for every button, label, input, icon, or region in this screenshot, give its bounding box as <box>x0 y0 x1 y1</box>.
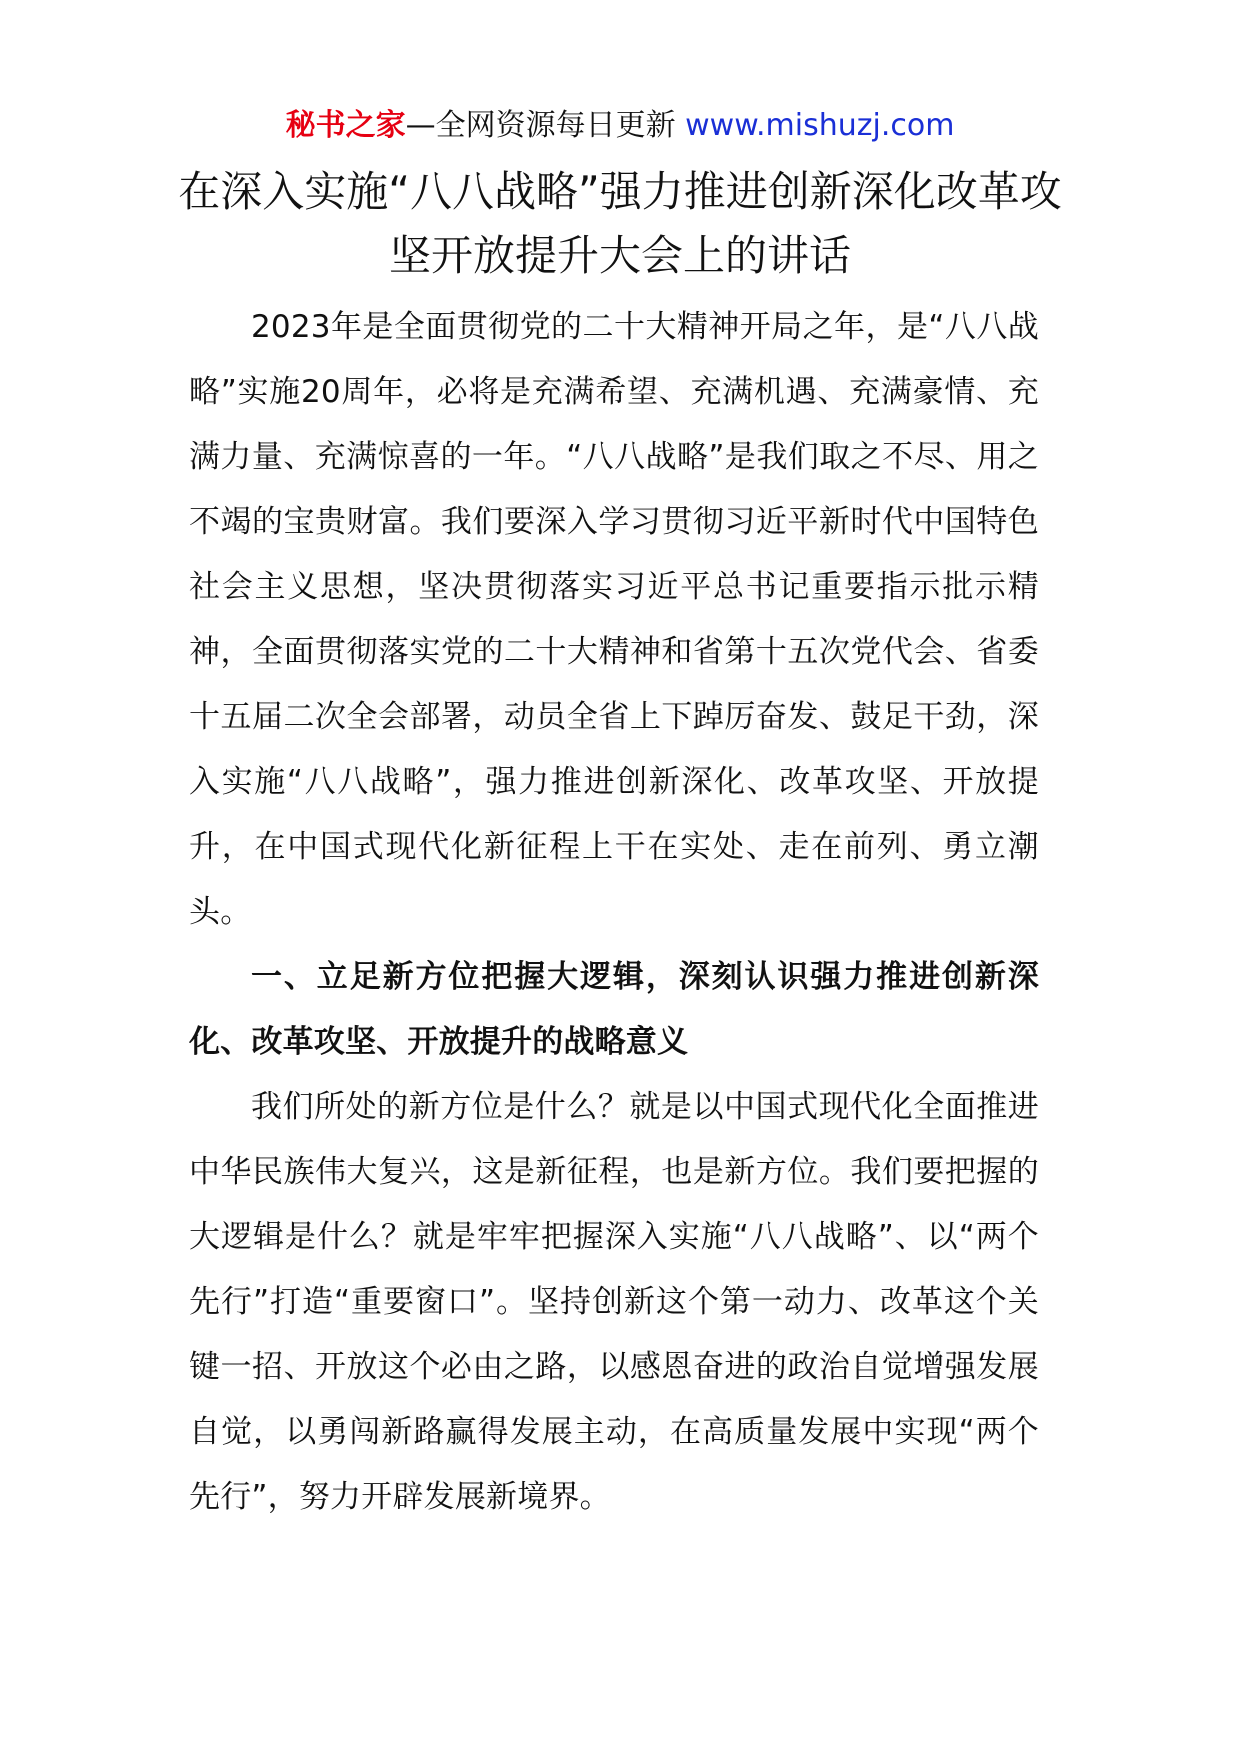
paragraph-intro: 2023年是全面贯彻党的二十大精神开局之年，是“八八战略”实施20周年，必将是充满希望、充满机遇、充满豪情、充满力量、充满惊喜的一年。“八八战略”是我们取之不尽、用之不竭的宝贵财富。我们要深入学习贯彻习近平新时代中国特色社会主义思想，坚决贯彻落实习近平总书记重要指示批示精神，全面贯彻落实党的二十大精神和省第十五次党代会、省委十五届二次全会部署，动员全省上下踔厉奋发、鼓足干劲，深入实施“八八战略”，强力推进创新深化、改革攻坚、开放提升，在中国式现代化新征程上干在实处、走在前列、勇立潮头。 <box>189 309 1039 930</box>
site-tagline: —全网资源每日更新 <box>405 108 686 143</box>
section-heading-1: 一、立足新方位把握大逻辑，深刻认识强力推进创新深化、改革攻坚、开放提升的战略意义 <box>189 959 1039 1060</box>
paragraph-section-1: 我们所处的新方位是什么？就是以中国式现代化全面推进中华民族伟大复兴，这是新征程，也是新方位。我们要把握的大逻辑是什么？就是牢牢把握深入实施“八八战略”、以“两个先行”打造“重要窗口”。坚持创新这个第一动力、改革这个关键一招、开放这个必由之路，以感恩奋进的政治自觉增强发展自觉，以勇闯新路赢得发展主动，在高质量发展中实现“两个先行”，努力开辟发展新境界。 <box>189 1089 1039 1515</box>
document-body <box>189 295 1039 1530</box>
site-url[interactable]: www.mishuzj.com <box>685 108 955 143</box>
document-title: 在深入实施“八八战略”强力推进创新深化改革攻坚开放提升大会上的讲话 <box>178 167 1062 280</box>
site-header <box>0 100 1240 152</box>
site-brand: 秘书之家 <box>285 108 406 143</box>
